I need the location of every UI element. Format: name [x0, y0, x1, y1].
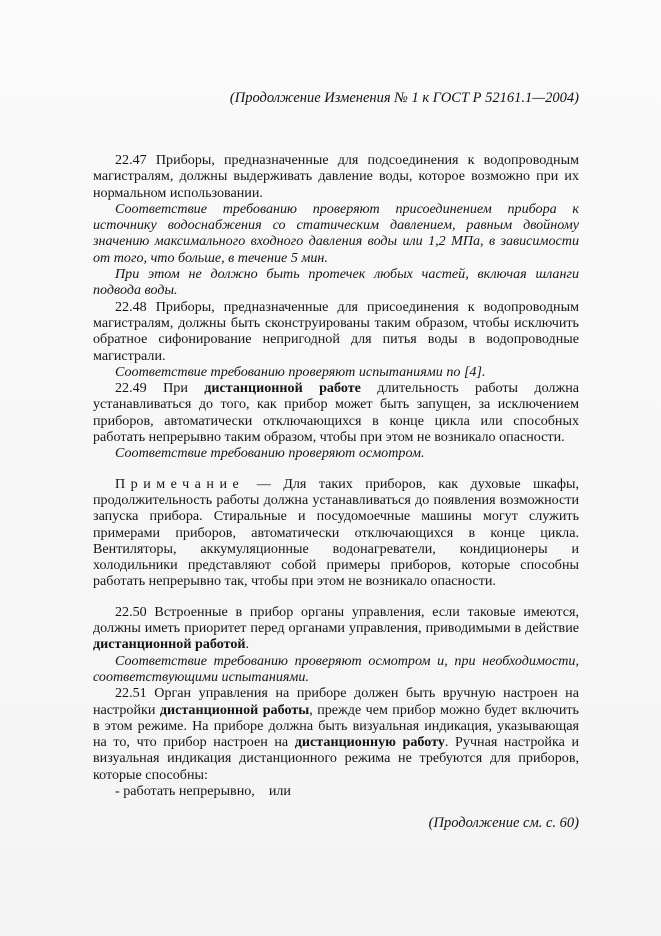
clause-22-49-text-a: 22.49 При: [115, 380, 205, 397]
document-body: [93, 152, 579, 799]
clause-22-50-text-b: .: [245, 636, 250, 653]
list-or: или: [268, 782, 291, 799]
spacer: [93, 590, 579, 604]
clause-22-47-test: Соответствие требованию проверяют присоединением прибора к источнику водоснабжения со статическим давлением, равным двойному значению максимального входного давления воды или 1,2 МПа, в зависимости от того, что больше, в течение 5 мин.: [93, 200, 579, 266]
continuation-footer: (Продолжение см. с. 60): [428, 815, 579, 831]
clause-22-47: 22.47 Приборы, предназначенные для подсоединения к водопроводным магистралям, должны выдерживать давление воды, которое возможно при их нормальном использовании.: [93, 152, 579, 201]
term-remote-operation: дистанционной работе: [204, 380, 361, 397]
clause-22-49-test: Соответствие требованию проверяют осмотром.: [115, 445, 425, 462]
list-item-text: - работать непрерывно,: [115, 782, 255, 799]
term-remote-operation: дистанционной работы: [159, 701, 310, 718]
clause-22-50-test: Соответствие требованию проверяют осмотром и, при необходимости, соответствующими испытаниями.: [93, 652, 579, 685]
clause-22-51: [93, 685, 579, 783]
clause-22-49: [93, 380, 579, 445]
clause-22-51-text-a: 22.51 Орган управления на приборе должен быть вручную настроен на настройки: [93, 685, 579, 718]
clause-22-50: [93, 604, 579, 653]
clause-22-51-text-b: , прежде чем прибор можно будет включить в этом режиме. На приборе должна быть визуальная индикация, указывающая на то, что прибор настроен на: [93, 701, 579, 751]
continuation-header: (Продолжение Изменения № 1 к ГОСТ Р 52161.1—2004): [229, 90, 579, 106]
clause-22-48: 22.48 Приборы, предназначенные для присоединения к водопроводным магистралям, должны быть сконструированы таким образом, чтобы исключить обратное сифонирование непригодной для питья воды в водопроводные магистрали.: [93, 298, 579, 364]
note: [93, 476, 579, 590]
list-item: [93, 783, 579, 799]
clause-22-49-text-b: длительность работы должна устанавливаться до того, как прибор может быть запущен, за исключением приборов, автоматически отключающихся в конце цикла или способных работать непрерывно таким образом, чтобы при этом не возникало опасности.: [93, 380, 579, 446]
term-remote-operation: дистанционную работу: [294, 734, 445, 751]
note-text: — Для таких приборов, как духовые шкафы, продолжительность работы должна устанавливаться до появления возможности запуска прибора. Стиральные и посудомоечные машины могут служить примерами приборов, автоматически отключающихся в конце цикла. Вентиляторы, аккумуляционные водонагреватели, кондиционеры и холодильники представляют собой примеры приборов, которые способны работать непрерывно так, чтобы при этом не возникало опасности.: [93, 475, 579, 590]
term-remote-operation: дистанционной работой: [93, 636, 246, 653]
spacer: [93, 462, 579, 476]
clause-22-47-criterion: При этом не должно быть протечек любых частей, включая шланги подвода воды.: [93, 266, 579, 299]
clause-22-48-test: Соответствие требованию проверяют испытаниями по [4].: [115, 363, 486, 380]
clause-22-51-text-c: . Ручная настройка и визуальная индикация дистанционного режима не требуются для приборов, которые способны:: [93, 734, 579, 783]
note-label: Примечание: [115, 475, 245, 492]
clause-22-50-text-a: 22.50 Встроенные в прибор органы управления, если таковые имеются, должны иметь приоритет перед органами управления, приводимыми в действие: [93, 603, 579, 637]
